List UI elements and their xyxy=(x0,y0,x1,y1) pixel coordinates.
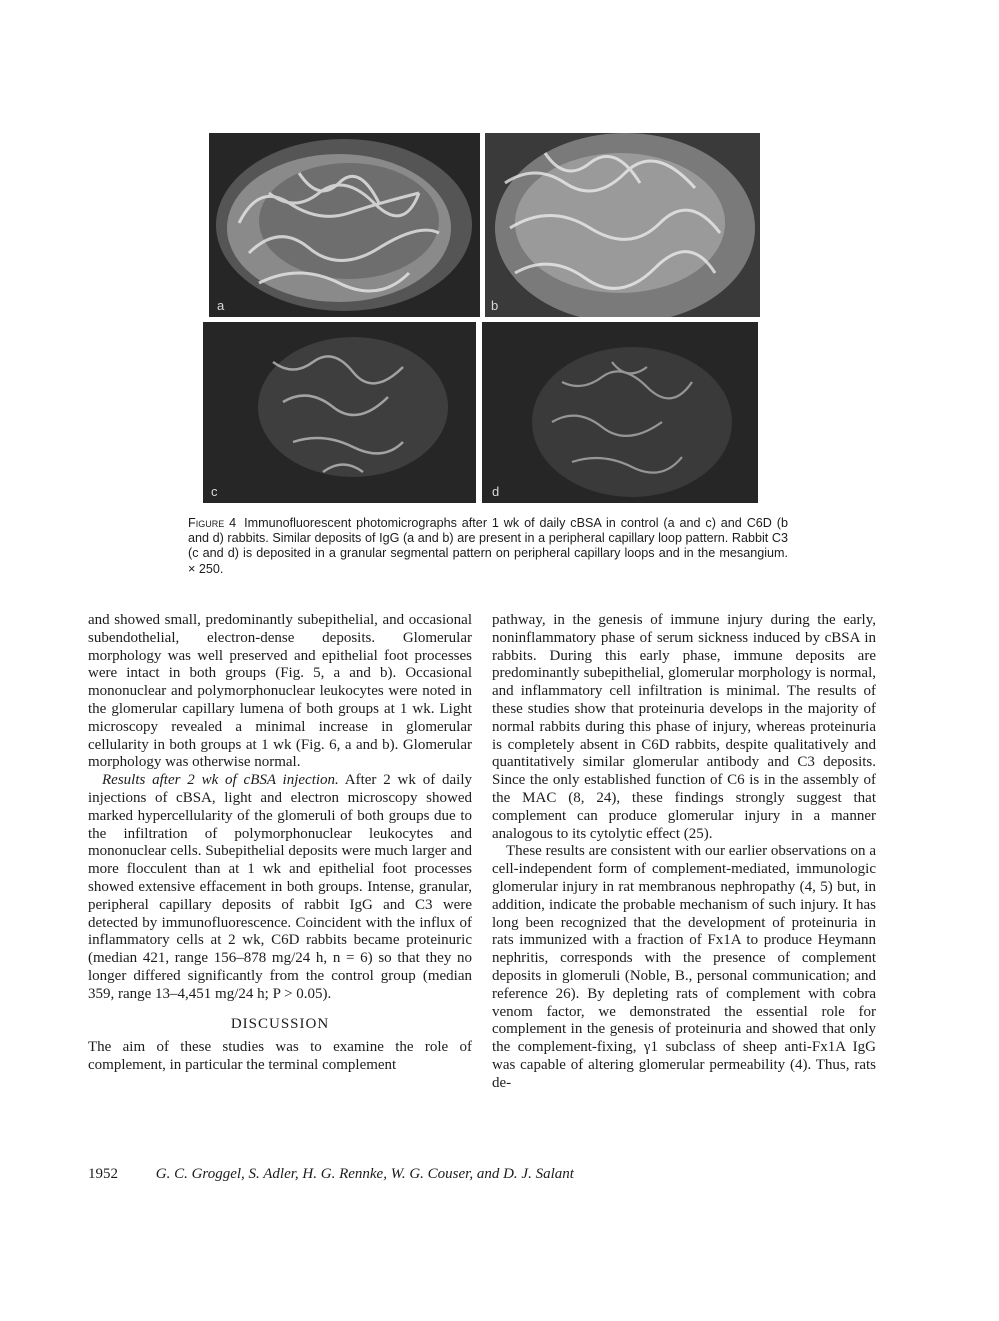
figure-caption xyxy=(188,516,788,577)
figure-caption-text: Immunofluorescent photomicrographs after 1 wk of daily cBSA in control (a and c) and C6D (b and d) rabbits. Similar deposits of IgG (a and b) are present in a peripheral capillary loop pattern. Rabbit C3 (c and d) is deposited in a granular segmental pattern on peripheral capillary loops and in the mesangium. × 250. xyxy=(188,516,788,576)
paragraph xyxy=(88,772,472,1003)
panel-letter-b: b xyxy=(491,298,499,313)
micrograph-d-image xyxy=(482,322,758,503)
panel-letter-a: a xyxy=(217,298,225,313)
micrograph-b-image xyxy=(485,133,760,317)
micrograph-panel-d xyxy=(482,322,758,503)
right-text-column xyxy=(492,612,876,1093)
panel-letter-d: d xyxy=(492,484,500,499)
left-text-column xyxy=(88,612,472,1075)
paragraph: pathway, in the genesis of immune injury during the early, noninflammatory phase of serum sickness induced by cBSA in rabbits. During this early phase, immune deposits are predominantly subepithelial, glomerular morphology is normal, and inflammatory cell infiltration is minimal. The results of these studies show that proteinuria develops in the majority of normal rabbits during this phase of injury, whereas proteinuria is completely absent in C6D rabbits, despite qualitatively and quantitatively similar glomerular antibody and C3 deposits. Since the only established function of C6 is in the assembly of the MAC (8, 24), these findings strongly suggest that complement can produce glomerular injury in a manner analogous to its cytolytic effect (25). xyxy=(492,612,876,842)
micrograph-a-image xyxy=(209,133,480,317)
micrograph-panel-b xyxy=(485,133,760,317)
micrograph-panel-c xyxy=(203,322,476,503)
section-heading: DISCUSSION xyxy=(230,1015,330,1032)
page-footer xyxy=(88,1166,788,1183)
figure-label: Figure 4 xyxy=(188,516,237,530)
micrograph-panel-a xyxy=(209,133,480,317)
paragraph: These results are consistent with our earlier observations on a cell-independent form of complement-mediated, immunologic glomerular injury in rat membranous nephropathy (4, 5) but, in addition, indicate the probable mechanism of such injury. It has long been recognized that the development of proteinuria in rats immunized with a fraction of Fx1A to produce Heymann nephritis, corresponds with the presence of complement deposits in glomeruli (Noble, B., personal communication; and reference 26). By depleting rats of complement with cobra venom factor, we demonstrated the essential role for complement in the genesis of proteinuria and showed that only the complement-fixing, γ1 subclass of sheep anti-Fx1A IgG was capable of altering glomerular permeability (4). Thus, rats de- xyxy=(492,843,876,1091)
running-authors: G. C. Groggel, S. Adler, H. G. Rennke, W. G. Couser, and D. J. Salant xyxy=(155,1166,574,1182)
page-number: 1952 xyxy=(88,1166,118,1182)
run-in-heading: Results after 2 wk of cBSA injection. xyxy=(102,772,339,789)
paragraph-body: After 2 wk of daily injections of cBSA, light and electron microscopy showed marked hypercellularity of the glomeruli of both groups due to the infiltration of polymorphonuclear leukocytes and mononuclear cells. Subepithelial deposits were much larger and more flocculent than at 1 wk and epithelial foot processes showed extensive effacement in both groups. Intense, granular, peripheral capillary deposits of rabbit IgG and C3 were detected by immunofluorescence. Coincident with the influx of inflammatory cells at 2 wk, C6D rabbits became proteinuric (median 421, range 156–878 mg/24 h, n = 6) so that they no longer differed significantly from the control group (median 359, range 13–4,451 mg/24 h; P > 0.05). xyxy=(88,772,472,1002)
micrograph-c-image xyxy=(203,322,476,503)
paragraph: and showed small, predominantly subepithelial, and occasional subendothelial, electron-dense deposits. Glomerular morphology was well preserved and epithelial foot processes were intact in both groups (Fig. 5, a and b). Occasional mononuclear and polymorphonuclear leukocytes were noted in the glomerular capillary lumena of both groups at 1 wk. Light microscopy revealed a minimal increase in glomerular cellularity in both groups at 1 wk (Fig. 6, a and b). Glomerular morphology was otherwise normal. xyxy=(88,612,472,771)
panel-letter-c: c xyxy=(211,484,218,499)
paragraph: The aim of these studies was to examine the role of complement, in particular the terminal complement xyxy=(88,1039,472,1074)
